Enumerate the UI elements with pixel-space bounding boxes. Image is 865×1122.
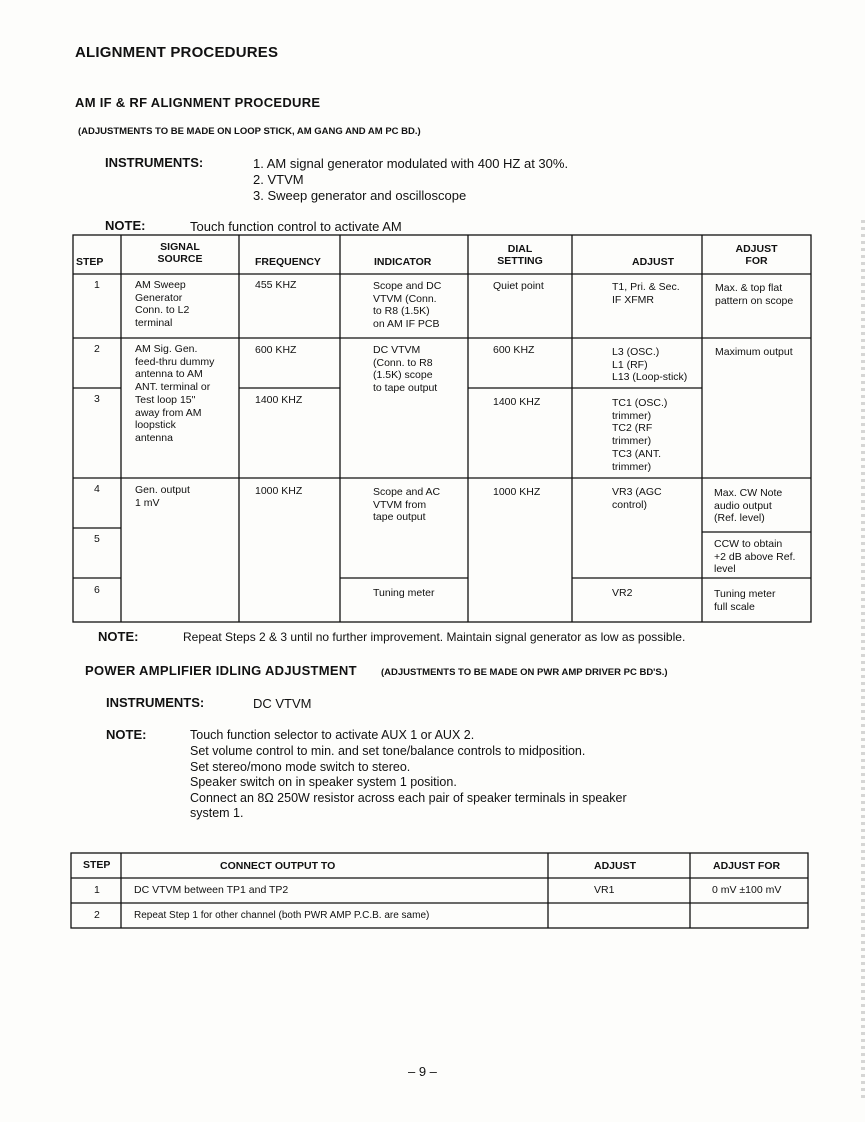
power-instruments-label: INSTRUMENTS: — [106, 695, 205, 710]
am-row-3-frequency: 1400 KHZ — [255, 394, 303, 406]
am-header-dial-setting: DIAL SETTING — [497, 243, 543, 267]
power-header-connect: CONNECT OUTPUT TO — [220, 860, 336, 872]
am-row-3-source: Test loop 15" away from AM loopstick antenna — [135, 394, 202, 445]
am-row-1-source: AM Sweep Generator Conn. to L2 terminal — [135, 279, 190, 330]
am-header-adjust: ADJUST — [632, 256, 675, 268]
am-row-2-frequency: 600 KHZ — [255, 344, 297, 356]
power-instruments-value: DC VTVM — [253, 696, 312, 711]
am-row-6-adjust-for: Tuning meter full scale — [714, 588, 776, 613]
am-section-heading: AM IF & RF ALIGNMENT PROCEDURE — [75, 95, 321, 110]
power-row-2-step: 2 — [94, 909, 100, 921]
power-note-label: NOTE: — [106, 727, 147, 742]
am-row-1-adjust: T1, Pri. & Sec. IF XFMR — [612, 281, 680, 306]
am-row-2-dial: 600 KHZ — [493, 344, 535, 356]
am-row-1-frequency: 455 KHZ — [255, 279, 297, 291]
power-note-line-1: Touch function selector to activate AUX 1 or AUX 2. — [190, 728, 475, 742]
am-row-5-step: 5 — [94, 533, 100, 545]
am-row-2-adjust-for: Maximum output — [715, 346, 793, 358]
am-header-indicator: INDICATOR — [374, 256, 432, 268]
am-header-signal-source: SIGNAL SOURCE — [157, 241, 203, 265]
am-row-1-adjust-for: Max. & top flat pattern on scope — [715, 282, 794, 307]
am-footer-note-text: Repeat Steps 2 & 3 until no further improvement. Maintain signal generator as low as possible. — [183, 630, 686, 644]
am-row-6-indicator: Tuning meter — [373, 587, 435, 599]
am-row-4-adjust: VR3 (AGC control) — [612, 486, 662, 511]
power-section-heading: POWER AMPLIFIER IDLING ADJUSTMENT — [85, 663, 357, 678]
am-row-4-indicator: Scope and AC VTVM from tape output — [373, 486, 441, 524]
power-row-1-adjust: VR1 — [594, 884, 615, 896]
am-instruments-label: INSTRUMENTS: — [105, 155, 204, 170]
am-instrument-3: 3. Sweep generator and oscilloscope — [253, 188, 467, 203]
am-row-2-step: 2 — [94, 343, 100, 355]
power-subnote: (ADJUSTMENTS TO BE MADE ON PWR AMP DRIVER PC BD'S.) — [381, 667, 668, 678]
power-row-1-connect: DC VTVM between TP1 and TP2 — [134, 884, 289, 896]
am-row-5-adjust-for: CCW to obtain +2 dB above Ref. level — [714, 538, 796, 576]
am-row-2-indicator: DC VTVM (Conn. to R8 (1.5K) scope to tape output — [373, 344, 438, 395]
am-row-3-adjust: TC1 (OSC.) trimmer) TC2 (RF trimmer) TC3 (ANT. trimmer) — [612, 397, 668, 473]
power-note-line-2: Set volume control to min. and set tone/balance controls to midposition. — [190, 744, 586, 758]
am-header-frequency: FREQUENCY — [255, 256, 321, 268]
am-row-2-adjust: L3 (OSC.) L1 (RF) L13 (Loop-stick) — [612, 346, 688, 384]
am-row-4-adjust-for: Max. CW Note audio output (Ref. level) — [714, 487, 783, 525]
page-title: ALIGNMENT PROCEDURES — [75, 44, 279, 61]
power-row-1-step: 1 — [94, 884, 100, 896]
power-row-2-connect: Repeat Step 1 for other channel (both PWR AMP P.C.B. are same) — [134, 910, 430, 921]
am-header-step: STEP — [76, 256, 104, 268]
power-note-line-5: Connect an 8Ω 250W resistor across each pair of speaker terminals in speaker — [190, 791, 627, 805]
power-header-step: STEP — [83, 859, 111, 871]
am-footer-note-label: NOTE: — [98, 629, 139, 644]
am-row-4-step: 4 — [94, 483, 100, 495]
am-row-2-source: AM Sig. Gen. feed-thru dummy antenna to AM ANT. terminal or — [135, 343, 215, 394]
am-subnote: (ADJUSTMENTS TO BE MADE ON LOOP STICK, AM GANG AND AM PC BD.) — [78, 126, 421, 137]
am-note-label: NOTE: — [105, 218, 146, 233]
power-header-adjust-for: ADJUST FOR — [713, 860, 781, 872]
am-row-4-frequency: 1000 KHZ — [255, 485, 303, 497]
am-row-3-step: 3 — [94, 393, 100, 405]
power-note-line-6: system 1. — [190, 806, 244, 820]
scan-edge-marks — [861, 220, 865, 1100]
am-row-1-step: 1 — [94, 279, 100, 291]
power-header-adjust: ADJUST — [594, 860, 637, 872]
am-header-adjust-for: ADJUST FOR — [735, 243, 778, 267]
page-number: – 9 – — [408, 1064, 437, 1079]
am-row-4-dial: 1000 KHZ — [493, 486, 541, 498]
am-instrument-1: 1. AM signal generator modulated with 400 HZ at 30%. — [253, 156, 569, 171]
power-row-1-adjust-for: 0 mV ±100 mV — [712, 884, 782, 896]
power-note-line-3: Set stereo/mono mode switch to stereo. — [190, 760, 411, 774]
am-instrument-2: 2. VTVM — [253, 172, 304, 187]
am-row-6-step: 6 — [94, 584, 100, 596]
power-note-line-4: Speaker switch on in speaker system 1 position. — [190, 775, 457, 789]
am-row-6-adjust: VR2 — [612, 587, 633, 599]
am-note-text: Touch function control to activate AM — [190, 219, 402, 234]
am-row-1-dial: Quiet point — [493, 280, 544, 292]
am-row-1-indicator: Scope and DC VTVM (Conn. to R8 (1.5K) on AM IF PCB — [373, 280, 442, 331]
am-row-3-dial: 1400 KHZ — [493, 396, 541, 408]
am-row-4-source: Gen. output 1 mV — [135, 484, 190, 509]
